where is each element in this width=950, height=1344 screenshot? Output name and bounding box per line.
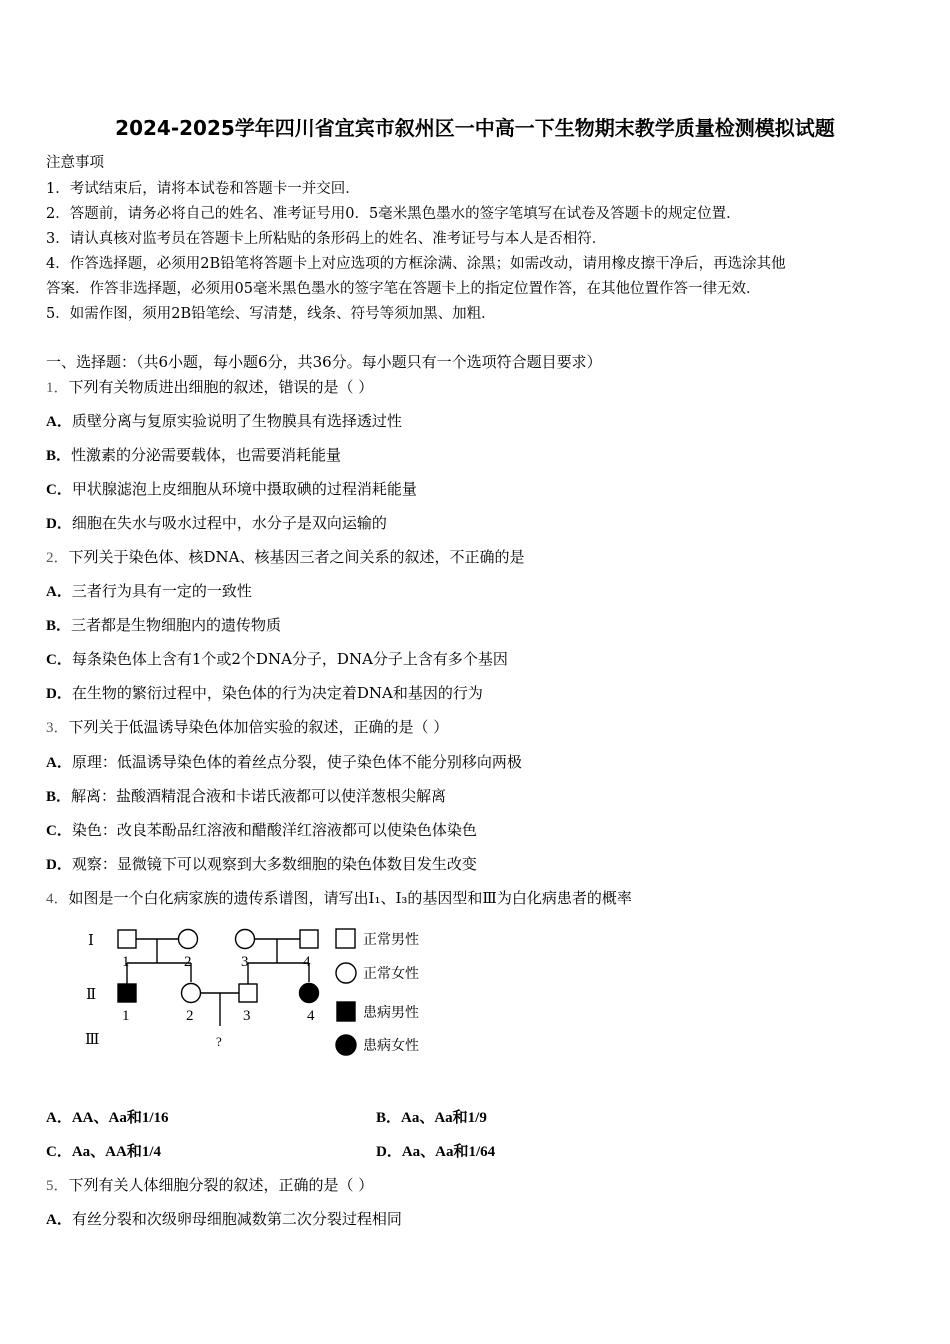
- option-text: 甲状腺滤泡上皮细胞从环境中摄取碘的过程消耗能量: [71, 480, 417, 498]
- q4-option-b: [376, 1106, 487, 1127]
- option-label: D．: [46, 686, 72, 702]
- q2-option-a: [46, 580, 252, 601]
- gen2-number: 4: [307, 1008, 315, 1024]
- section-heading: 一、选择题：（共6小题，每小题6分，共36分。每小题只有一个选项符合题目要求）: [46, 353, 602, 371]
- question-stem: 下列关于低温诱导染色体加倍实验的叙述，正确的是（ ）: [68, 718, 449, 736]
- q1-option-a: [46, 410, 402, 431]
- question-3: [46, 716, 448, 737]
- q2-option-d: [46, 682, 483, 703]
- notes-line: 答案．作答非选择题，必须用05毫米黑色墨水的签字笔在答题卡上的指定位置作答，在其他位置作答一律无效．: [46, 281, 761, 297]
- option-text: 三者都是生物细胞内的遗传物质: [71, 616, 282, 634]
- question-number: 3．: [46, 720, 69, 736]
- option-text: 原理：低温诱导染色体的着丝点分裂，使子染色体不能分别移向两极: [71, 753, 522, 771]
- question-stem: 下列有关人体细胞分裂的叙述，正确的是（ ）: [68, 1176, 374, 1194]
- option-label: D．: [376, 1144, 402, 1160]
- option-label: A．: [46, 414, 72, 430]
- q3-option-c: [46, 819, 477, 840]
- option-label: A．: [46, 755, 72, 771]
- gen1-male-4: [300, 930, 318, 948]
- option-label: A．: [46, 1110, 72, 1126]
- pedigree-diagram: [80, 918, 440, 1068]
- q2-option-c: [46, 648, 508, 669]
- question-5: [46, 1174, 373, 1195]
- option-label: B．: [46, 448, 72, 464]
- option-text: Aa、Aa和1/64: [401, 1144, 496, 1160]
- option-text: 性激素的分泌需要载体，也需要消耗能量: [71, 446, 342, 464]
- q1-option-d: [46, 512, 387, 533]
- question-2: [46, 546, 525, 567]
- option-label: A．: [46, 584, 72, 600]
- question-stem: 如图是一个白化病家族的遗传系谱图，请写出Ⅰ₁、Ⅰ₃的基因型和Ⅲ为白化病患者的概率: [68, 889, 632, 907]
- legend-affected-male: 患病男性: [363, 1005, 419, 1021]
- question-number: 1．: [46, 380, 69, 396]
- option-label: C．: [46, 482, 72, 498]
- legend-normal-female-icon: [336, 963, 356, 983]
- gen1-female-2: [179, 930, 198, 949]
- legend-normal-female: 正常女性: [363, 966, 419, 982]
- notes-line: 4．作答选择题，必须用2B铅笔将答题卡上对应选项的方框涂满、涂黑；如需改动，请用橡皮擦干净后，再选涂其他: [46, 256, 786, 272]
- notes-heading: 注意事项: [46, 155, 104, 171]
- option-text: 有丝分裂和次级卵母细胞减数第二次分裂过程相同: [71, 1210, 402, 1228]
- option-text: 质壁分离与复原实验说明了生物膜具有选择透过性: [71, 412, 402, 430]
- page-title: 2024-2025学年四川省宜宾市叙州区一中高一下生物期末教学质量检测模拟试题: [115, 116, 835, 140]
- q4-option-a: [46, 1106, 169, 1127]
- option-text: 解离：盐酸酒精混合液和卡诺氏液都可以使洋葱根尖解离: [71, 787, 447, 805]
- gen1-female-3: [236, 930, 255, 949]
- legend-affected-female: 患病女性: [363, 1038, 419, 1054]
- question-1: [46, 376, 373, 397]
- legend-normal-male-icon: [336, 929, 355, 948]
- gen3-unknown-mark: ?: [216, 1034, 222, 1049]
- question-4: [46, 887, 632, 908]
- q3-option-b: [46, 785, 446, 806]
- option-label: B．: [46, 789, 72, 805]
- option-label: B．: [376, 1110, 402, 1126]
- option-text: 在生物的繁衍过程中，染色体的行为决定着DNA和基因的行为: [71, 684, 483, 702]
- notes-line: 5．如需作图，须用2B铅笔绘、写清楚，线条、符号等须加黑、加粗．: [46, 306, 496, 322]
- option-label: C．: [46, 652, 72, 668]
- option-label: B．: [46, 618, 72, 634]
- option-text: Aa、Aa和1/9: [401, 1110, 487, 1126]
- q2-option-b: [46, 614, 281, 635]
- option-text: AA、Aa和1/16: [71, 1110, 169, 1126]
- gen2-number: 2: [186, 1008, 194, 1024]
- option-text: 每条染色体上含有1个或2个DNA分子，DNA分子上含有多个基因: [71, 650, 508, 668]
- gen1-number: 1: [122, 954, 130, 970]
- gen1-number: 4: [303, 954, 311, 970]
- question-number: 2．: [46, 550, 69, 566]
- gen-label-2: Ⅱ: [86, 987, 97, 1003]
- option-text: 观察：显微镜下可以观察到大多数细胞的染色体数目发生改变: [71, 855, 477, 873]
- option-text: Aa、AA和1/4: [71, 1144, 162, 1160]
- question-stem: 下列有关物质进出细胞的叙述，错误的是（ ）: [68, 378, 374, 396]
- gen2-number: 1: [122, 1008, 130, 1024]
- gen1-number: 2: [184, 954, 192, 970]
- option-label: A．: [46, 1212, 72, 1228]
- gen2-affected-female-4: [300, 984, 319, 1003]
- gen2-male-3: [239, 984, 257, 1002]
- option-text: 染色：改良苯酚品红溶液和醋酸洋红溶液都可以使染色体染色: [71, 821, 477, 839]
- gen2-affected-male-1: [118, 984, 136, 1002]
- option-text: 细胞在失水与吸水过程中，水分子是双向运输的: [71, 514, 387, 532]
- legend-affected-male-icon: [337, 1002, 355, 1021]
- gen1-male-1: [118, 930, 136, 948]
- notes-line: 3．请认真核对监考员在答题卡上所粘贴的条形码上的姓名、准考证号与本人是否相符．: [46, 231, 607, 247]
- gen-label-3: Ⅲ: [85, 1032, 100, 1048]
- gen2-number: 3: [243, 1008, 251, 1024]
- q4-option-c: [46, 1140, 161, 1161]
- q4-option-d: [376, 1140, 495, 1161]
- question-stem: 下列关于染色体、核DNA、核基因三者之间关系的叙述，不正确的是: [68, 548, 525, 566]
- option-text: 三者行为具有一定的一致性: [71, 582, 252, 600]
- option-label: D．: [46, 516, 72, 532]
- option-label: C．: [46, 1144, 72, 1160]
- option-label: D．: [46, 857, 72, 873]
- gen2-female-2: [182, 984, 201, 1003]
- notes-line: 1．考试结束后，请将本试卷和答题卡一并交回．: [46, 181, 360, 197]
- q3-option-d: [46, 853, 477, 874]
- q3-option-a: [46, 751, 522, 772]
- gen1-number: 3: [241, 954, 249, 970]
- legend-affected-female-icon: [336, 1035, 356, 1055]
- q1-option-c: [46, 478, 417, 499]
- q1-option-b: [46, 444, 341, 465]
- question-number: 5．: [46, 1178, 69, 1194]
- gen-label-1: Ⅰ: [88, 933, 94, 949]
- option-label: C．: [46, 823, 72, 839]
- question-number: 4．: [46, 891, 69, 907]
- notes-line: 2．答题前，请务必将自己的姓名、准考证号用0．5毫米黑色墨水的签字笔填写在试卷及答题卡的规定位置．: [46, 206, 741, 222]
- legend-normal-male: 正常男性: [363, 932, 419, 948]
- q5-option-a: [46, 1208, 402, 1229]
